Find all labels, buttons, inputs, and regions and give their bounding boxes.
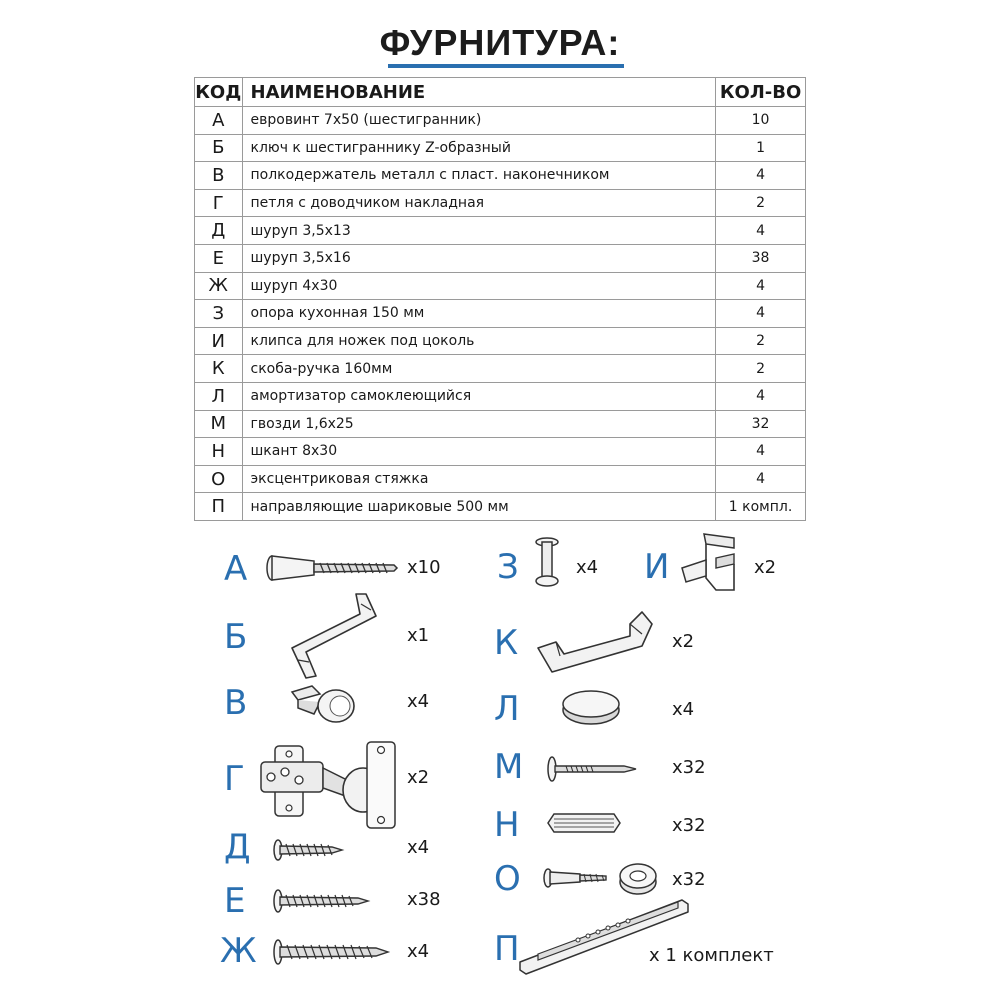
table-row — [195, 300, 806, 328]
legend-letter-k: К — [494, 623, 519, 663]
table-row — [195, 189, 806, 217]
cell-qty: 4 — [716, 162, 806, 190]
cell-qty: 32 — [716, 410, 806, 438]
dowel-icon — [546, 808, 622, 838]
table-row — [195, 410, 806, 438]
table-row — [195, 493, 806, 521]
legend-letter-d: Д — [224, 827, 251, 867]
header-code: КОД — [195, 78, 243, 107]
cell-code: М — [195, 410, 243, 438]
cell-name: шуруп 3,5х16 — [242, 244, 716, 272]
cell-qty: 2 — [716, 327, 806, 355]
cell-code: И — [195, 327, 243, 355]
cell-qty: 1 компл. — [716, 493, 806, 521]
cell-qty: 4 — [716, 300, 806, 328]
legend-count-e: x38 — [407, 889, 441, 910]
cell-name: полкодержатель металл с пласт. наконечником — [242, 162, 716, 190]
cell-name: амортизатор самоклеющийся — [242, 382, 716, 410]
legend-letter-v: В — [224, 683, 248, 723]
cell-code: В — [195, 162, 243, 190]
z-hex-key-icon — [268, 590, 390, 682]
legend-count-k: x2 — [672, 631, 695, 652]
table-body — [195, 107, 806, 521]
cell-code: Е — [195, 244, 243, 272]
cell-qty: 2 — [716, 355, 806, 383]
kitchen-leg-icon — [532, 534, 562, 590]
cell-code: О — [195, 465, 243, 493]
legend-count-m: x32 — [672, 757, 706, 778]
cell-code: Л — [195, 382, 243, 410]
cell-qty: 1 — [716, 134, 806, 162]
table-row — [195, 327, 806, 355]
legend-count-n: x32 — [672, 815, 706, 836]
table-row — [195, 134, 806, 162]
cell-qty: 4 — [716, 438, 806, 466]
cell-code: Г — [195, 189, 243, 217]
title-underline — [388, 64, 624, 68]
cell-qty: 4 — [716, 272, 806, 300]
cell-code: Н — [195, 438, 243, 466]
legend-count-g: x2 — [407, 767, 430, 788]
table-header-row — [195, 78, 806, 107]
table-row — [195, 355, 806, 383]
cell-name: эксцентриковая стяжка — [242, 465, 716, 493]
cell-name: шкант 8х30 — [242, 438, 716, 466]
legend-count-z: x4 — [576, 557, 599, 578]
legend-count-o: x32 — [672, 869, 706, 890]
cell-name: шуруп 3,5х13 — [242, 217, 716, 245]
table-row — [195, 244, 806, 272]
legend-count-b: x1 — [407, 625, 430, 646]
legend-letter-g: Г — [224, 759, 245, 799]
table-row — [195, 438, 806, 466]
euroscrew-icon — [262, 547, 398, 589]
cell-name: направляющие шариковые 500 мм — [242, 493, 716, 521]
cell-code: Ж — [195, 272, 243, 300]
table-row — [195, 272, 806, 300]
cell-name: шуруп 4х30 — [242, 272, 716, 300]
cell-qty: 2 — [716, 189, 806, 217]
bumper-icon — [560, 688, 622, 728]
hinge-icon — [255, 738, 405, 832]
cell-name: скоба-ручка 160мм — [242, 355, 716, 383]
cell-name: петля с доводчиком накладная — [242, 189, 716, 217]
cell-code: Б — [195, 134, 243, 162]
legend-count-p: x 1 комплект — [649, 945, 774, 966]
long-screw-icon — [272, 938, 390, 966]
cell-name: клипса для ножек под цоколь — [242, 327, 716, 355]
header-qty: КОЛ-ВО — [716, 78, 806, 107]
shelf-support-icon — [284, 676, 360, 728]
legend-letter-i: И — [644, 547, 670, 587]
legend-count-v: x4 — [407, 691, 430, 712]
cell-code: П — [195, 493, 243, 521]
cell-name: евровинт 7х50 (шестигранник) — [242, 107, 716, 135]
cell-name: гвозди 1,6х25 — [242, 410, 716, 438]
cell-code: К — [195, 355, 243, 383]
cell-qty: 10 — [716, 107, 806, 135]
cell-code: Д — [195, 217, 243, 245]
header-name: НАИМЕНОВАНИЕ — [242, 78, 716, 107]
cell-qty: 4 — [716, 382, 806, 410]
legend-letter-p: П — [494, 929, 520, 969]
nail-icon — [546, 754, 638, 784]
legend-letter-zh: Ж — [220, 931, 257, 971]
plinth-clip-icon — [676, 530, 740, 596]
legend-letter-o: О — [494, 859, 521, 899]
legend-letter-n: Н — [494, 805, 520, 845]
cell-qty: 38 — [716, 244, 806, 272]
table-row — [195, 217, 806, 245]
legend-count-l: x4 — [672, 699, 695, 720]
legend-letter-m: М — [494, 747, 524, 787]
page-title: ФУРНИТУРА: — [379, 22, 621, 63]
hardware-table — [194, 77, 806, 521]
legend-count-a: x10 — [407, 557, 441, 578]
cell-name: опора кухонная 150 мм — [242, 300, 716, 328]
cell-qty: 4 — [716, 465, 806, 493]
short-screw-icon — [272, 838, 344, 862]
cell-code: З — [195, 300, 243, 328]
table-row — [195, 465, 806, 493]
legend-letter-a: А — [224, 549, 248, 589]
cell-qty: 4 — [716, 217, 806, 245]
cell-name: ключ к шестиграннику Z-образный — [242, 134, 716, 162]
legend-count-i: x2 — [754, 557, 777, 578]
legend-letter-l: Л — [494, 689, 520, 729]
table-row — [195, 162, 806, 190]
legend-letter-e: Е — [224, 881, 246, 921]
handle-icon — [534, 606, 658, 678]
screw-icon — [272, 888, 370, 914]
legend-letter-z: З — [497, 547, 519, 587]
legend-count-d: x4 — [407, 837, 430, 858]
table-row — [195, 107, 806, 135]
legend-letter-b: Б — [224, 617, 248, 657]
cell-code: А — [195, 107, 243, 135]
table-row — [195, 382, 806, 410]
legend-count-zh: x4 — [407, 941, 430, 962]
